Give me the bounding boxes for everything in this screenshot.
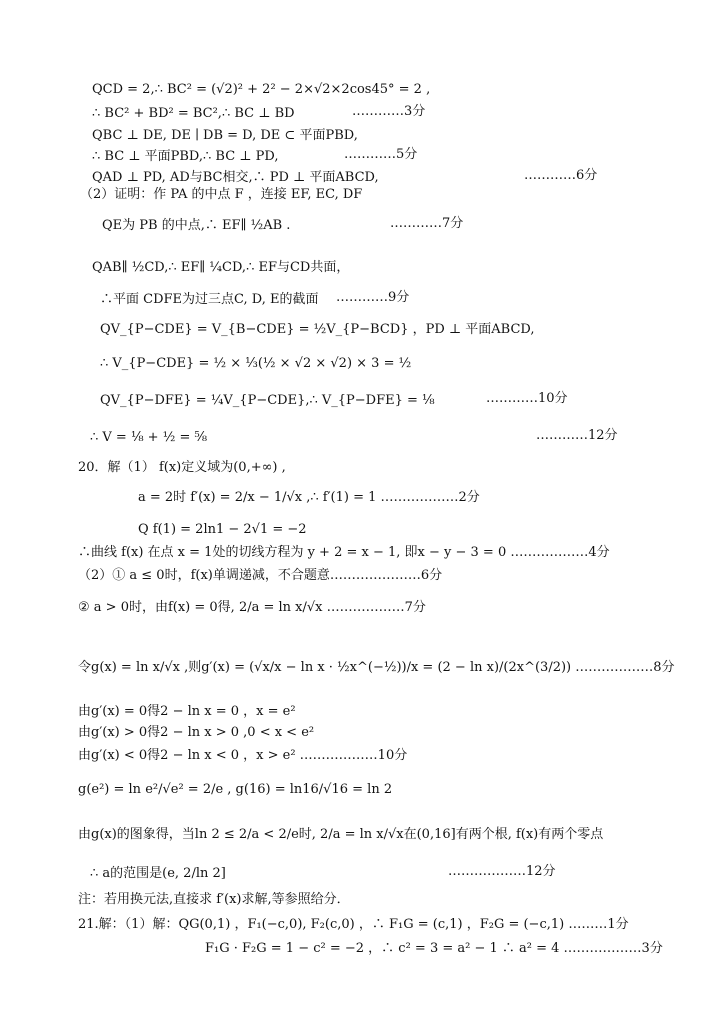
score-mark: …………3分 [352, 104, 426, 119]
text-line: g(e²) = ln e²/√e² = 2/e , g(16) = ln16/√16 = ln 2 [78, 782, 393, 797]
text-line: ∴ V_{P−CDE} = ½ × ⅓(½ × √2 × √2) × 3 = ½ [100, 356, 412, 371]
text-line: QBC ⊥ DE, DE ∣ DB = D, DE ⊂ 平面PBD, [92, 128, 358, 143]
text-line: QAD ⊥ PD, AD与BC相交,∴ PD ⊥ 平面ABCD, [92, 170, 379, 185]
text-line: 令g(x) = ln x/√x ,则g′(x) = (√x/x − ln x · ½x^(−½))/x = (2 − ln x)/(2x^(3/2)) ………………8分 [78, 660, 675, 675]
text-line: 注：若用换元法,直接求 f′(x)求解,等参照给分． [78, 892, 350, 907]
text-line: ∴平面 CDFE为过三点C, D, E的截面 [100, 292, 319, 307]
score-mark: …………9分 [336, 290, 410, 305]
text-line: F₁G · F₂G = 1 − c² = −2 ，∴ c² = 3 = a² − 1 ∴ a² = 4 ………………3分 [205, 941, 663, 956]
text-line: （2）① a ≤ 0时，f(x)单调递减，不合题意…………………6分 [78, 568, 443, 583]
text-line: 由g(x)的图象得，当ln 2 ≤ 2/a < 2/e时, 2/a = ln x/√x在(0,16]有两个根, f(x)有两个零点 [78, 827, 604, 842]
score-mark: ………………12分 [448, 864, 556, 879]
text-line: QV_{P−CDE} = V_{B−CDE} = ½V_{P−BCD} ，PD ⊥ 平面ABCD, [100, 322, 535, 337]
text-line: ∴ a的范围是(e, 2/ln 2] [90, 866, 226, 881]
score-mark: …………10分 [486, 391, 568, 406]
text-line: 由g′(x) < 0得2 − ln x < 0 ，x > e² ………………10分 [78, 748, 408, 763]
text-line: 由g′(x) > 0得2 − ln x > 0 ,0 < x < e² [78, 725, 315, 740]
score-mark: …………6分 [524, 168, 598, 183]
text-line: ② a > 0时，由f(x) = 0得, 2/a = ln x/√x ………………7分 [78, 600, 426, 615]
score-mark: …………7分 [390, 216, 464, 231]
text-line: ∴ BC ⊥ 平面PBD,∴ BC ⊥ PD, [92, 149, 279, 164]
score-mark: …………12分 [536, 428, 618, 443]
text-line: ∴ BC² + BD² = BC²,∴ BC ⊥ BD [92, 106, 295, 121]
text-line: 21.解：（1）解：QG(0,1) ，F₁(−c,0), F₂(c,0) ，∴ F₁G = (c,1) ，F₂G = (−c,1) ………1分 [78, 917, 629, 932]
text-line: 20．解（1） f(x)定义域为(0,+∞) , [78, 460, 286, 475]
text-line: QE为 PB 的中点,∴ EF∥ ½AB . [102, 218, 291, 233]
text-line: 由g′(x) = 0得2 − ln x = 0 ，x = e² [78, 704, 296, 719]
text-line: a = 2时 f′(x) = 2/x − 1/√x ,∴ f′(1) = 1 ………………2分 [138, 490, 480, 505]
text-line: ∴曲线 f(x) 在点 x = 1处的切线方程为 y + 2 = x − 1, 即x − y − 3 = 0 ………………4分 [78, 545, 610, 560]
text-line: QCD = 2,∴ BC² = (√2)² + 2² − 2×√2×2cos45° = 2 , [92, 82, 431, 97]
text-line: ∴ V = ⅛ + ½ = ⅝ [90, 430, 208, 445]
text-line: （2）证明：作 PA 的中点 F ，连接 EF, EC, DF [80, 187, 363, 202]
text-line: QAB∥ ½CD,∴ EF∥ ¼CD,∴ EF与CD共面， [92, 260, 350, 275]
text-line: QV_{P−DFE} = ¼V_{P−CDE},∴ V_{P−DFE} = ⅛ [100, 393, 435, 408]
text-line: Q f(1) = 2ln1 − 2√1 = −2 [138, 522, 307, 537]
score-mark: …………5分 [344, 147, 418, 162]
